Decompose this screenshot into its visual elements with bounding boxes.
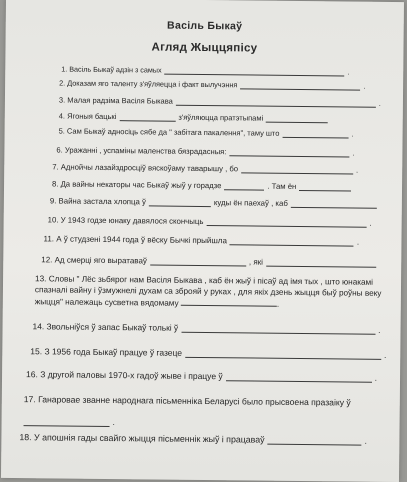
question-5: 5. Сам Быкаў адносіць сябе да " забітага пакалення", таму што . (58, 126, 354, 139)
question-9: 9. Вайна застала хлопца ў куды ён паехаў , каб (50, 196, 377, 208)
question-8: 8. Да вайны некаторы час Быкаў жыў у горадзе . Там ён (52, 179, 351, 191)
answer-line[interactable] (224, 181, 264, 190)
answer-line[interactable] (268, 436, 362, 446)
answer-line[interactable] (181, 297, 277, 307)
question-14: 14. Звольніўся ў запас Быкаў толькі ў . (32, 321, 381, 335)
answer-line[interactable] (240, 80, 360, 90)
question-1: 1. Васіль Быкаў адзін з самых . (61, 64, 350, 77)
question-4: 4. Ягоныя бацькі з'яўляюцца пратэтыпамі (59, 111, 329, 123)
answer-line[interactable] (24, 417, 110, 427)
answer-line[interactable] (119, 112, 175, 122)
answer-line[interactable] (266, 258, 376, 268)
answer-line[interactable] (230, 236, 354, 246)
question-3: 3. Малая радзіма Васіля Быкава . (58, 95, 381, 108)
answer-line[interactable] (165, 66, 345, 77)
answer-line[interactable] (229, 147, 349, 157)
answer-line[interactable] (176, 97, 376, 108)
question-13: 13. Словы " Лёс зьбярог нам Васіля Быкава , каб ён жыў і пісаў ад імя тых , што юнакамі спазналі вайну і ўзмужнелі духам са зброяй у руках , для якіх дзень жыцця быў роўны веку жыцця" належаць сусветна вядомаму . (34, 274, 382, 310)
answer-line[interactable] (150, 256, 246, 266)
answer-line[interactable] (226, 372, 372, 383)
question-12: 12. Ад смерці яго выратаваў , які (41, 255, 376, 268)
question-11: 11. А ў студзені 1944 года ў вёску Бычкі прыйшла . (43, 234, 360, 247)
worksheet-page (1, 0, 404, 482)
question-16: 16. З другой паловы 1970-х гадоў жыве і працуе ў . (26, 369, 378, 383)
answer-line[interactable] (299, 182, 351, 192)
question-17: 17. Ганаровае званне народнага пісьменніка Беларусі было прысвоена празаіку ў . (23, 394, 351, 428)
question-7: 7. Аднойчы лазайздросціў вяскоўаму таварышу , бо . (52, 162, 359, 175)
answer-line[interactable] (282, 129, 348, 139)
worksheet-subtitle: Агляд Жыццяпісу (151, 41, 258, 55)
answer-line[interactable] (181, 324, 375, 335)
question-10: 10. У 1943 годзе юнаку давялося скончыць . (47, 215, 372, 228)
answer-line[interactable] (266, 114, 328, 124)
author-title: Васіль Быкаў (167, 19, 243, 33)
answer-line[interactable] (185, 349, 381, 360)
question-2: 2. Доказам яго таленту з'яўляецца і факт вылучэння . (59, 78, 366, 91)
answer-line[interactable] (241, 164, 353, 174)
question-6: 6. Уражанні , успаміны маленства бязрадасныя: . (56, 145, 355, 158)
answer-line[interactable] (291, 199, 377, 209)
answer-line[interactable] (149, 197, 211, 207)
question-15: 15. З 1956 года Быкаў працуе ў газеце . (30, 346, 387, 360)
answer-line[interactable] (206, 217, 366, 228)
question-18: 18. У апошнія гады свайго жыцця пісьменнік жыў і працаваў . (19, 432, 368, 446)
